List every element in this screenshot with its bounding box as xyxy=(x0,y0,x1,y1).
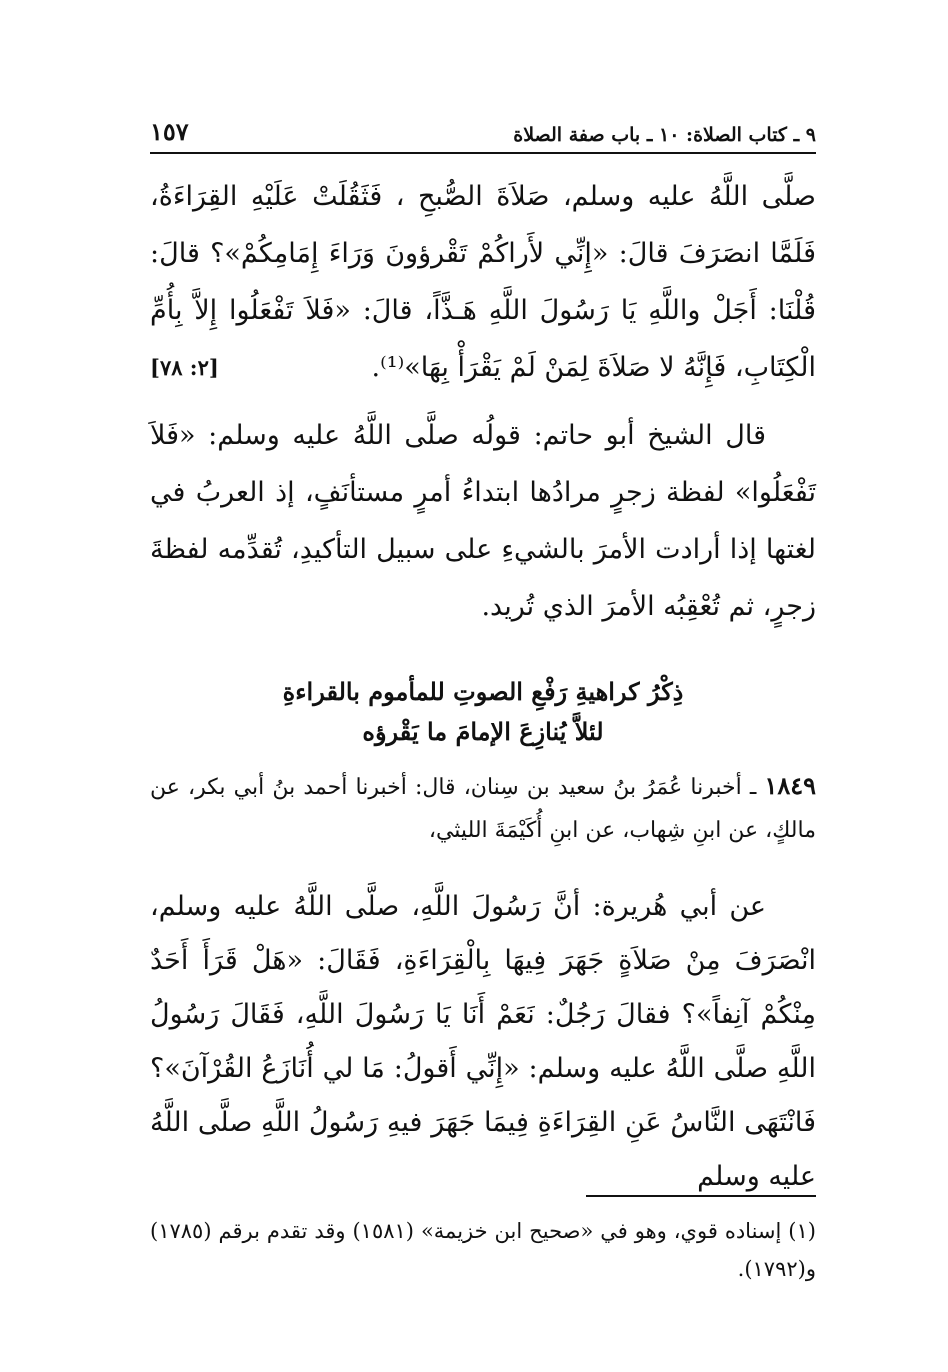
isnad-chain xyxy=(150,764,816,852)
paragraph-hadith-text: عن أبي هُريرة: أنَّ رَسُولَ اللَّهِ، صلَّى اللَّهُ عليه وسلم، انْصَرَفَ مِنْ صَلاَةٍ جَهَرَ فِيهَا بِالْقِرَاءَةِ، فَقَالَ: «هَلْ قَرَأَ أَحَدٌ مِنْكُمْ آنِفاً»؟ فقالَ رَجُلٌ: نَعَمْ أَنَا يَا رَسُولَ اللَّهِ، فَقَالَ رَسُولُ اللَّهِ صلَّى اللَّهُ عليه وسلم: «إِنِّي أَقولُ: مَا لي أُنَازَعُ القُرْآنَ»؟ فَانْتَهَى النَّاسُ عَنِ القِرَاءَةِ فِيمَا جَهَرَ فيهِ رَسُولُ اللَّهِ صلَّى اللَّهُ عليه وسلم xyxy=(150,891,816,1192)
paragraph-text: صلَّى اللَّهُ عليه وسلم، صَلاَةَ الصُّبحِ ، فَثَقُلَتْ عَلَيْهِ القِرَاءَةُ، فَلَمَّا انصَرَفَ قالَ: «إِنِّي لأَراكُمْ تَقْرؤونَ وَرَاءَ إِمَامِكُمْ»؟ قالَ: قُلْنَا: أَجَلْ واللَّهِ يَا رَسُولَ اللَّهِ هَـذَّاً، قالَ: «فَلاَ تَفْعَلُوا إِلاَّ بِأُمِّ الْكِتَابِ، فَإِنَّهُ لا صَلاَةَ لِمَنْ لَمْ يَقْرَأْ بِهَا»⁽¹⁾. xyxy=(150,181,816,383)
page-header xyxy=(150,108,816,154)
paragraph-commentary: قال الشيخ أبو حاتم: قولُه صلَّى اللَّهُ عليه وسلم: «فَلاَ تَفْعَلُوا» لفظة زجرٍ مرادُها ابتداءُ أمرٍ مستأنَفٍ، إذ العربُ في لغتها إذا أرادت الأمرَ بالشيءِ على سبيل التأكيدِ، تُقدِّمه لفظةَ زجرٍ، ثم تُعْقِبُه الأمرَ الذي تُريد. xyxy=(150,420,816,622)
running-head: ٩ ـ كتاب الصلاة: ١٠ ـ باب صفة الصلاة xyxy=(513,124,816,146)
footnote: (١) إسناده قوي، وهو في «صحيح ابن خزيمة» (١٥٨١) وقد تقدم برقم (١٧٨٥) و(١٧٩٢). xyxy=(150,1219,816,1281)
isnad-text: ـ أخبرنا عُمَرُ بنُ سعيد بن سِنان، قال: أخبرنا أحمد بنُ أبي بكر، عن مالكٍ، عن ابنِ شِهاب، عن ابنِ أُكَيْمَةَ الليثي، xyxy=(150,775,816,843)
page-number: ١٥٧ xyxy=(150,117,189,146)
footnote-divider xyxy=(586,1195,816,1197)
section-heading-line-1: ذِكْرُ كراهيةِ رَفْعِ الصوتِ للمأموم بالقراءةِ xyxy=(282,677,684,706)
section-heading xyxy=(150,672,816,752)
section-heading-line-2: لئلاَّ يُنازِعَ الإمامَ ما يَقْرؤه xyxy=(362,717,604,746)
hadith-number: ١٨٤٩ xyxy=(764,771,816,800)
paragraph-hadith-continuation xyxy=(150,168,816,396)
hadith-reference: [٢: ٧٨] xyxy=(150,355,219,380)
